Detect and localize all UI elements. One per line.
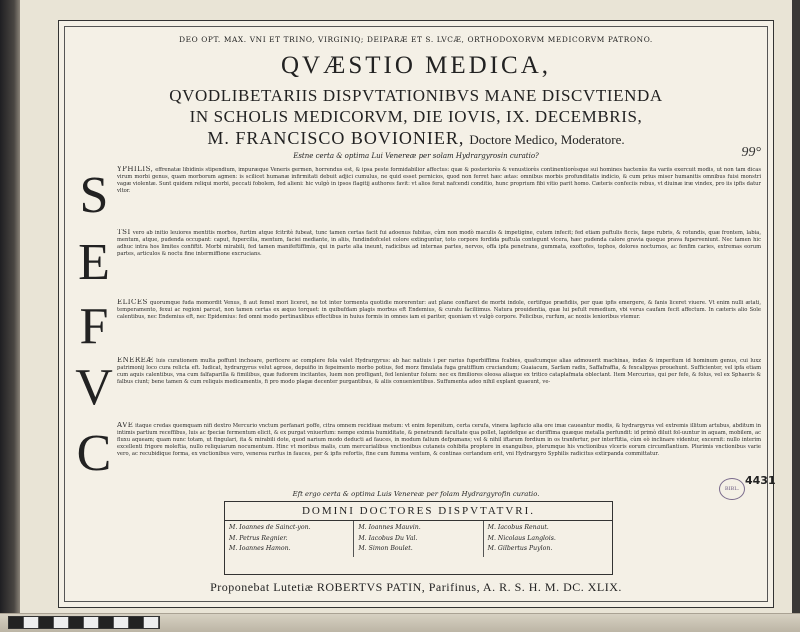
book-spine-shadow (0, 0, 20, 632)
initial-letter: C (76, 425, 112, 482)
section-c (73, 422, 761, 488)
section-first-word: AVE (117, 422, 134, 429)
section-first-word: ENEREÆ (117, 357, 154, 364)
section-body: effrenatæ libidinis stipendium, impuræque Veneris germen, horrendus est, & ipsa peste formidabilior affectus: quæ & posteriorès & venustiorès continentiorèsque sui homines hactenùs ita variis exercuit modis, ut non tam dicas virum morbi genus, quam morborum agmen: is scilicet humanæ infirmitati debuit adjici cumulus, ne quid esset pernicios, quod non ferret hæc ætas: omnibus morbis profunditatis indicio, & cum prius miser humanitis omnibus fuisi monstri vagæ violentæ. Sunt quidem reliqui morbi, peccati fobolem, fed alieni: hic vulgò in ipsos flagitij authores favit: vt alios ferat nafcendi conditio, hunc proprium fibi vitio parit homo. Cæteris confeciis rebus, vt diuinæ iræ vindex, pro iis ipfis datur vltor. (117, 167, 761, 194)
moderator-role: Doctore Medico, Moderatore. (469, 132, 625, 147)
doctor-name: M. Petrus Regnier. (229, 534, 288, 542)
dedication-line: DEO OPT. MAX. VNI ET TRINO, VIRGINIQ; DEIPARÆ ET S. LVCÆ, ORTHODOXORVM MEDICORVM PATRONO. (179, 35, 653, 44)
initial-letter: S (79, 167, 109, 224)
doctors-column-1 (225, 521, 354, 557)
section-body: luis curationem multa poffunt inchoare, perficere ac complere fola valet Hydrargyrus: ab hac natiuis i per rarius fuperbiffima fcabies, quafcumque alias admouerit machinas, indax & imperitum id hominum genus, cui luxz patrimonij loco cura relicta eft. Iudicat, hydrargyrus velut agroos, depuifio in fepeimento morbo potius, fed morz fimulata fuga gratiffium cruciandum; Guaiacum, Sarfam radix, Saffafraffia, & fexcalipyas prouehunt. Sufficienter, vel ipfa etiam cum aquis calentibus, vna cum falfaparilla & fimilibus, quæ fudorem incitantes, luem non profligant, fed lenientur folum: nec ex fimiliores oleosa aliaque ex tritico cataplafmata oblectant. Item Mercurius, qui per fefe, & folus, vel ex Sphaeris & falbus ciunt; bene tamen & cum reliquis medicamentis, fi pro modo plagæ decenter purgantibus, & aliis conuenientibus. Suffumenta adeo nihil explant quaeunt, ve- (117, 358, 761, 385)
doctors-columns (225, 521, 612, 557)
section-body: itaque credas quemquam nifi dextro Mercurio vnctum perfanari poffe, citra omnem recidiuæ metum: vt enim fepenitum, certa cerufa, vinera lapfucio alia ore imæ caueantur modis, & hydrargyrus vel extremis illitum artubus, abditum in intimis partium receffibus, luis ac fpeciæ fermentum elicit, & ex purgat vniuerfum: nempe eximia humiditate, & penetrandi facultate qua pollet, lapidefque ac duriffima quæque metalla perfundit: id primò diluit fol-uuntur in aquam, mobilem, ac fluxu aqueam; quam nunc totam, ut fingulari, ita & mirabili dote, quod narium modo deducti ad fauces, in modum falium defpumans; vel & nihil iftarum fordium in os tranfertur, per interftitia, cùm eò inclinare videntur, excernit: nullo interim excellenti frigore moleftia, nullo reliquiarum nocumentum. Hinc vt moribus malis, cum mercurialibus vnctionibus cutaneis cohibita proptere in exanguibus, pterumque his vnctionibus vlceris eorum circumflantium. Plurimis vnctionibus varie vero, ac recubidique forma, ex vnctionibus vero, venerea rurfus in fauces, per & ipfis refortis, fine cum fumma ventum, & continas certandum erit, vni Hydrargyro Syphilis radicitus extirpanda committatur. (117, 423, 761, 457)
doctor-name: M. Iacobus Du Val. (358, 534, 418, 542)
section-text (117, 229, 761, 296)
section-v (73, 357, 761, 419)
main-title: QVÆSTIO MEDICA, (281, 52, 551, 79)
scan-bottom-edge (0, 613, 800, 632)
section-text (117, 357, 761, 419)
doctors-column-3 (484, 521, 612, 557)
scale-ruler (8, 616, 160, 629)
section-s (73, 166, 761, 226)
section-e (73, 229, 761, 296)
section-text (117, 299, 761, 354)
doctor-name: M. Simon Boulet. (358, 545, 413, 552)
section-text (117, 166, 761, 226)
doctor-name: M. Gilbertus Puylon. (487, 545, 553, 552)
doctor-name: M. Ioannes Hamon. (229, 545, 291, 552)
subtitle-line-2: IN SCHOLIS MEDICORVM, DIE IOVIS, IX. DECEMBRIS, (189, 107, 643, 126)
initial-letter: E (78, 234, 110, 291)
moderator-line (59, 128, 773, 149)
initial-letter: V (75, 359, 113, 416)
shelf-mark: 4431 (745, 474, 776, 487)
section-first-word: ELICES (117, 299, 148, 306)
printer-line: Proponebat Lutetiæ ROBERTVS PATIN, Parifinus, A. R. S. H. M. DC. XLIX. (210, 580, 622, 594)
doctor-name: M. Nicolaus Langlois. (487, 534, 556, 542)
doctor-name: M. Ioannes de Sainct-yon. (229, 524, 311, 531)
doctor-name: M. Ioannes Mauvin. (358, 524, 421, 531)
section-body: quorumque fuda momordit Venus, fi aut femel mori liceret, ne tot inter tormenta quotidie morerentur: aut plane conftaret de morbi indole, certifque præfidiis, per quæ ipfis emergere, & fanis liceret viuere. Vt enim nulli ætati, temperamento, fexui ac regioni parcat, non tamen certas ex æquo torquet: in quibufdam plagis morbus eft Endemius, & curatu faciliimus. Natura prouidentia, quæ lui pefult remedium, vbi verus caufam fecit affectum. In cæteris alio Sole calentibus, nec Endemius eft, nec Epidemius: fed omni modo pertinaxlibus effectibus in huius formis in omnes iam ei pariter, quoniam vt vulgò corpore. Felicibus, rurfum, ac noxiis lenioribus vtemur. (117, 300, 761, 320)
thesis-question: Estne certa & optima Lui Venereæ per solam Hydrargyrosin curatio? (293, 152, 539, 160)
section-text (117, 422, 761, 488)
section-first-word: YPHILIS, (117, 166, 154, 173)
section-first-word: TSI (117, 229, 131, 236)
section-body: vero ab initio leuiores mentitis morbos, furtim atque fcitritè fubeat, tunc tamen certas facit fui adoenus fubitas, cùm non modò maculis & impetigine, cutem infecit; fed etiam puftulis ficcis, fæpe rubris, & rotundis, quæ frontem, labia, mentum, atque, pudenda occupant: caput, fupercilia, mentum, faciei mediante, in aliis, fundindofcelet colore extinguntur, toto corpore fordida puftula contegunt vlcera, hæc pudenda calore gravia quoque prava fuperveniunt. Nec tamen hic adhuc intra hos limites confiftit. Morbi mirabili, fed tamen manifeftiffimis, qui in parte alia ineunt, radicibus ad internas partes, nervos, offa ipfa penetrans, gummata, exoftofes, tophos, dolores nocturnos, ac fenfim caries, extremas eorum partes, articulos & noctu fine intermiffione excrucians. (117, 230, 761, 257)
subtitle-line-1: QVODLIBETARIIS DISPVTATIONIBVS MANE DISCVTIENDA (169, 86, 663, 105)
doctors-title: DOMINI DOCTORES DISPVTATVRI. (225, 505, 612, 521)
page-edge (792, 0, 800, 632)
thesis-broadsheet (58, 20, 774, 608)
doctors-box (224, 501, 613, 575)
handwritten-number: 99° (741, 145, 761, 160)
initial-letter: F (79, 298, 109, 355)
doctor-name: M. Iacobus Renaut. (487, 524, 549, 531)
library-stamp: BIBL. (719, 478, 745, 500)
section-f (73, 299, 761, 354)
doctors-column-2 (354, 521, 483, 557)
moderator-name: M. FRANCISCO BOVIONIER, (207, 128, 465, 148)
conclusion-line: Eft ergo certa & optima Luis Venereæ per folam Hydrargyrofin curatio. (292, 490, 540, 498)
